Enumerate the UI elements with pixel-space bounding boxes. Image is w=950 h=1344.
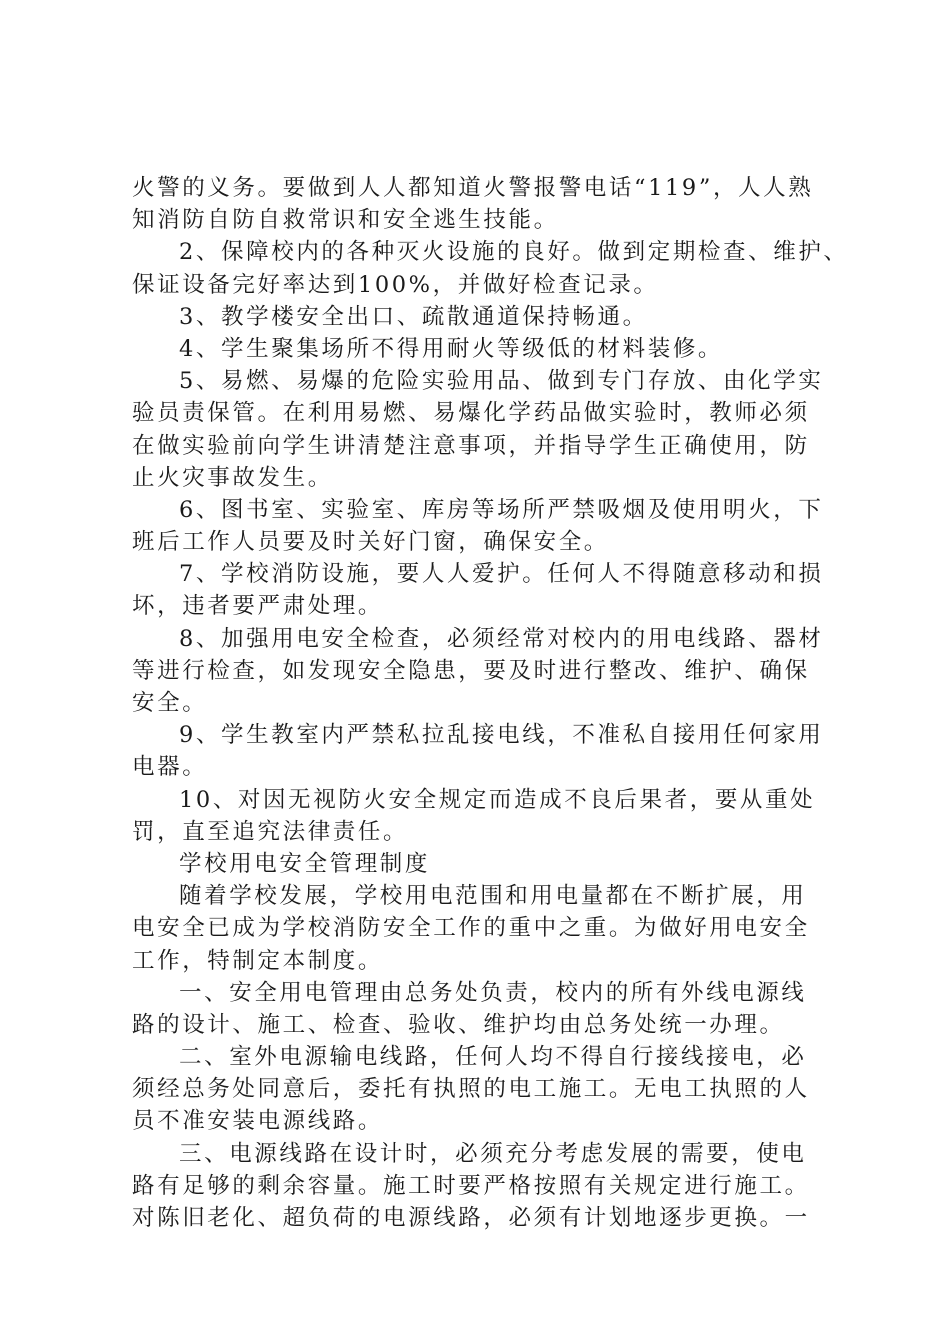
text-line: 7、学校消防设施，要人人爱护。任何人不得随意移动和损: [179, 561, 824, 588]
document-body: [132, 172, 852, 1234]
text-line: 10、对因无视防火安全规定而造成不良后果者，要从重处: [179, 786, 816, 813]
text-line: 2、保障校内的各种灭火设施的良好。做到定期检查、维护、: [179, 239, 849, 266]
text-line: 安全。: [132, 690, 208, 716]
text-line: 一、安全用电管理由总务处负责，校内的所有外线电源线: [179, 979, 807, 1006]
text-line: 验员责保管。在利用易燃、易爆化学药品做实验时，教师必须: [132, 400, 810, 427]
text-line: 6、图书室、实验室、库房等场所严禁吸烟及使用明火，下: [179, 496, 824, 523]
text-line: 止火灾事故发生。: [132, 464, 333, 491]
text-line: 保证设备完好率达到100%，并做好检查记录。: [132, 271, 659, 298]
text-line: 电器。: [132, 754, 208, 781]
text-line: 火警的义务。要做到人人都知道火警报警电话“119”，人人熟: [132, 175, 814, 201]
text-line: 班后工作人员要及时关好门窗，确保安全。: [132, 529, 609, 556]
text-line: 3、教学楼安全出口、疏散通道保持畅通。: [179, 303, 648, 330]
text-line: 9、学生教室内严禁私拉乱接电线，不准私自接用任何家用: [179, 722, 824, 749]
text-line: 二、室外电源输电线路，任何人均不得自行接线接电，必: [179, 1044, 807, 1071]
text-line: 电安全已成为学校消防安全工作的重中之重。为做好用电安全: [132, 915, 810, 942]
text-line: 坏，违者要严肃处理。: [132, 593, 384, 620]
text-line: 路有足够的剩余容量。施工时要严格按照有关规定进行施工。: [132, 1172, 810, 1199]
text-line: 在做实验前向学生讲清楚注意事项，并指导学生正确使用，防: [132, 432, 810, 459]
text-line: 知消防自防自救常识和安全逃生技能。: [132, 207, 559, 234]
text-line: 对陈旧老化、超负荷的电源线路，必须有计划地逐步更换。一: [132, 1205, 810, 1231]
text-line: 随着学校发展，学校用电范围和用电量都在不断扩展，用: [179, 883, 807, 910]
text-line: 工作，特制定本制度。: [132, 947, 384, 974]
text-line: 罚，直至追究法律责任。: [132, 818, 409, 845]
text-line: 5、易燃、易爆的危险实验用品、做到专门存放、由化学实: [179, 368, 824, 395]
text-line: 路的设计、施工、检查、验收、维护均由总务处统一办理。: [132, 1011, 785, 1038]
text-line: 须经总务处同意后，委托有执照的电工施工。无电工执照的人: [132, 1076, 810, 1103]
text-line: 等进行检查，如发现安全隐患，要及时进行整改、维护、确保: [132, 657, 810, 684]
text-line: 8、加强用电安全检查，必须经常对校内的用电线路、器材: [179, 625, 824, 652]
text-line: 学校用电安全管理制度: [179, 850, 431, 877]
text-line: 员不准安装电源线路。: [132, 1108, 384, 1135]
text-line: 4、学生聚集场所不得用耐火等级低的材料装修。: [179, 335, 724, 362]
text-line: 三、电源线路在设计时，必须充分考虑发展的需要，使电: [179, 1140, 807, 1167]
